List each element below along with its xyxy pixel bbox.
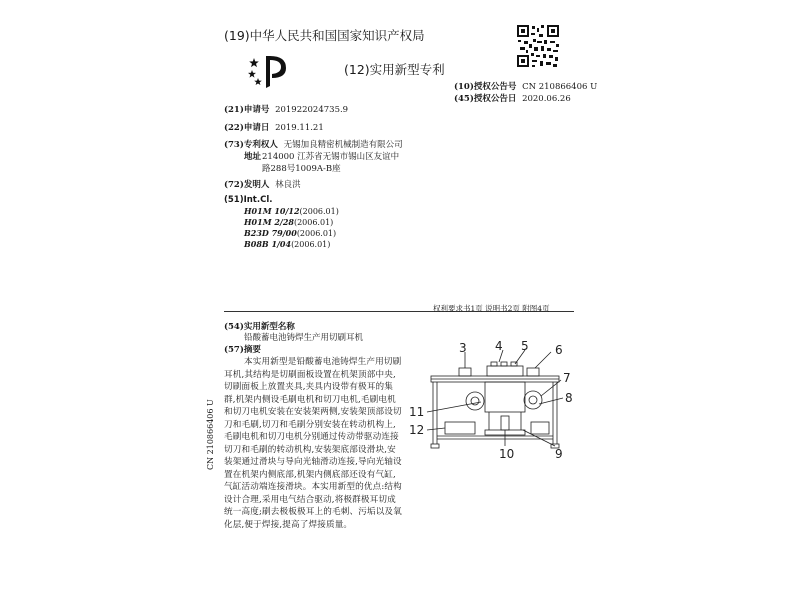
- patent-kind-title: (12)实用新型专利: [344, 62, 445, 77]
- side-publication-number: CN 210866406 U: [206, 399, 215, 470]
- abstract-line: 耳机,其结构是切刷面板设置在机架顶部中央,: [224, 369, 396, 380]
- application-date-value: 2019.11.21: [275, 123, 324, 133]
- figure-label: 4: [495, 339, 503, 353]
- inventor-label: (72)发明人: [224, 180, 270, 190]
- pages-note: 权利要求书1页 说明书2页 附图4页: [433, 304, 550, 313]
- publication-number-value: CN 210866406 U: [522, 82, 598, 92]
- ipc-classification: H01M 10/12(2006.01): [244, 206, 339, 216]
- address-label: 地址: [244, 152, 262, 162]
- patentee: [224, 138, 403, 150]
- application-number-value: 201922024735.9: [275, 105, 349, 115]
- utility-model-title-label: (54)实用新型名称: [224, 322, 295, 332]
- abstract-line: 刀和毛刷,切刀和毛刷分别安装在转动机构上,: [224, 419, 396, 430]
- figure-label: 12: [409, 423, 425, 437]
- ipc-classification: B23D 79/00(2006.01): [244, 228, 337, 238]
- publication-date-label: (45)授权公告日: [454, 94, 517, 104]
- figure-label: 3: [459, 341, 467, 355]
- abstract-label: (57)摘要: [224, 345, 261, 355]
- publication-number-label: (10)授权公告号: [454, 82, 517, 92]
- inventor: [224, 178, 301, 190]
- utility-model-title: 铅酸蓄电池铸焊生产用切刷耳机: [244, 333, 364, 343]
- int-cl-label: (51)Int.Cl.: [224, 195, 273, 205]
- abstract-line: 切刷面板上放置夹具,夹具内设带有极耳的集: [224, 382, 394, 392]
- abstract-line: 和切刀电机安装在安装架两侧,安装架顶部设切: [224, 407, 402, 417]
- abstract-line: 设计合理,采用电气结合驱动,将极群极耳切成: [224, 494, 396, 505]
- qr-code-icon: [516, 24, 560, 68]
- publication-date-value: 2020.06.26: [522, 94, 571, 104]
- ipc-classification: B08B 1/04(2006.01): [244, 239, 331, 249]
- figure-label: 5: [521, 339, 529, 353]
- publication-date: [454, 92, 571, 104]
- patentee-value: 无锡加良精密机械制造有限公司: [283, 140, 403, 150]
- ipc-classification: H01M 2/28(2006.01): [244, 217, 334, 227]
- abstract-line: 装架通过滑块与导向光轴滑动连接,导向光轴设: [224, 457, 402, 467]
- abstract-line: 置在机架内侧底部,机架内侧底部还设有气缸,: [224, 469, 396, 480]
- abstract-line: 本实用新型是铅酸蓄电池铸焊生产用切刷: [244, 357, 402, 367]
- application-number-label: (21)申请号: [224, 105, 270, 115]
- figure-label: 7: [563, 371, 571, 385]
- application-date-label: (22)申请日: [224, 123, 270, 133]
- abstract-line: 化层,便于焊接,提高了焊接质量。: [224, 519, 353, 530]
- publication-number: [454, 80, 597, 92]
- figure-label: 11: [409, 405, 425, 419]
- patent-office-name: (19)中华人民共和国国家知识产权局: [224, 28, 425, 43]
- abstract-line: 统一高度;刷去极板极耳上的毛刺、污垢以及氧: [224, 507, 402, 517]
- figure-label: 10: [499, 447, 515, 461]
- abstract-line: 气缸活动端连接滑块。本实用新型的优点:结构: [224, 482, 402, 492]
- figure-label: 8: [565, 391, 573, 405]
- address-line-1: 214000 江苏省无锡市锡山区友谊中: [262, 152, 400, 162]
- abstract-line: 毛刷电机和切刀电机分别通过传动带驱动连接: [224, 432, 399, 442]
- address-line-2: 路288号1009A-B座: [262, 164, 341, 174]
- figure-label: 9: [555, 447, 563, 461]
- application-number: [224, 103, 348, 115]
- patentee-label: (73)专利权人: [224, 140, 278, 150]
- figure-label: 6: [555, 343, 563, 357]
- patent-figure: [405, 338, 585, 463]
- application-date: [224, 121, 324, 133]
- abstract-line: 群,机架内侧设毛刷电机和切刀电机,毛刷电机: [224, 394, 396, 405]
- abstract-line: 切刀和毛刷的转动机构,安装架底部设滑块,安: [224, 444, 396, 455]
- patent-office-logo: [244, 50, 292, 90]
- inventor-value: 林良洪: [275, 180, 301, 190]
